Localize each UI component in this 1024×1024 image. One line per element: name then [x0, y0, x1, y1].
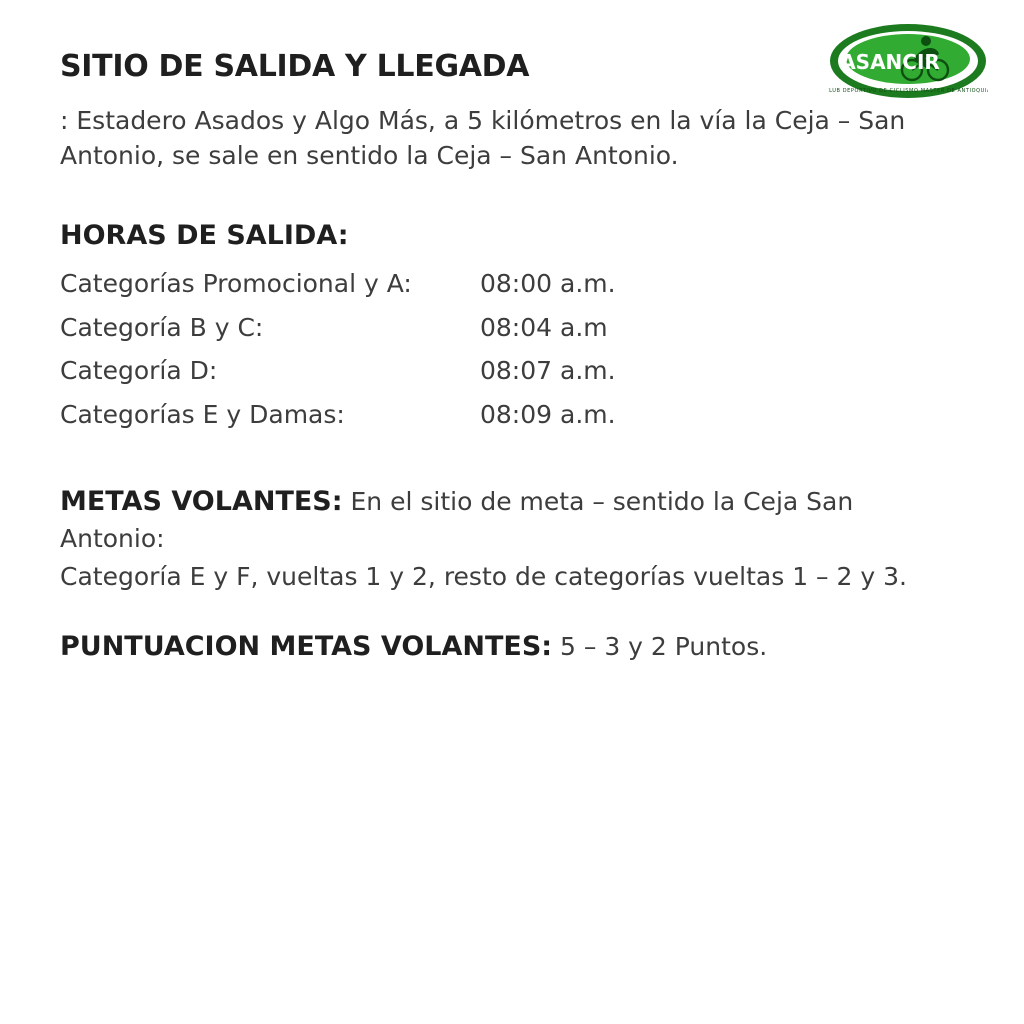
section-title-start-finish: SITIO DE SALIDA Y LLEGADA [60, 49, 530, 84]
list-item [60, 306, 964, 350]
category-time: 08:00 a.m. [480, 268, 616, 298]
spacer [60, 174, 964, 220]
section-body-sprint-points: 5 – 3 y 2 Puntos. [560, 632, 768, 662]
spacer [60, 594, 964, 628]
spacer [60, 437, 964, 483]
category-label: Categorías Promocional y A: [60, 268, 412, 298]
start-times-list [60, 262, 964, 437]
list-item [60, 393, 964, 437]
section-title-sprint-points: PUNTUACION METAS VOLANTES: [60, 631, 553, 663]
logo-ring-text: CLUB DEPORTIVO DE CICLISMO MASTER DE ANTIOQUIA [828, 88, 988, 94]
section-title-start-times: HORAS DE SALIDA: [60, 219, 349, 251]
list-item [60, 349, 964, 393]
logo-brand-text: ASANCIR [840, 50, 940, 74]
category-label: Categorías E y Damas: [60, 400, 345, 430]
section-sprint-points [60, 628, 960, 666]
section-body-sprints: En el sitio de meta – sentido la Ceja San Antonio: [60, 486, 854, 554]
category-time: 08:04 a.m [480, 312, 608, 342]
category-label: Categoría B y C: [60, 312, 264, 342]
category-time: 08:07 a.m. [480, 356, 616, 386]
section-sprints [60, 483, 960, 557]
category-label: Categoría D: [60, 356, 218, 386]
asancir-logo [828, 22, 988, 100]
section-body-start-finish: : Estadero Asados y Algo Más, a 5 kilómetros en la vía la Ceja – San Antonio, se sale en sentido la Ceja – San Antonio. [60, 105, 906, 170]
list-item [60, 262, 964, 306]
section-title-sprints: METAS VOLANTES: [60, 485, 343, 517]
category-time: 08:09 a.m. [480, 400, 616, 430]
section-detail-sprints: Categoría E y F, vueltas 1 y 2, resto de categorías vueltas 1 – 2 y 3. [60, 561, 907, 591]
